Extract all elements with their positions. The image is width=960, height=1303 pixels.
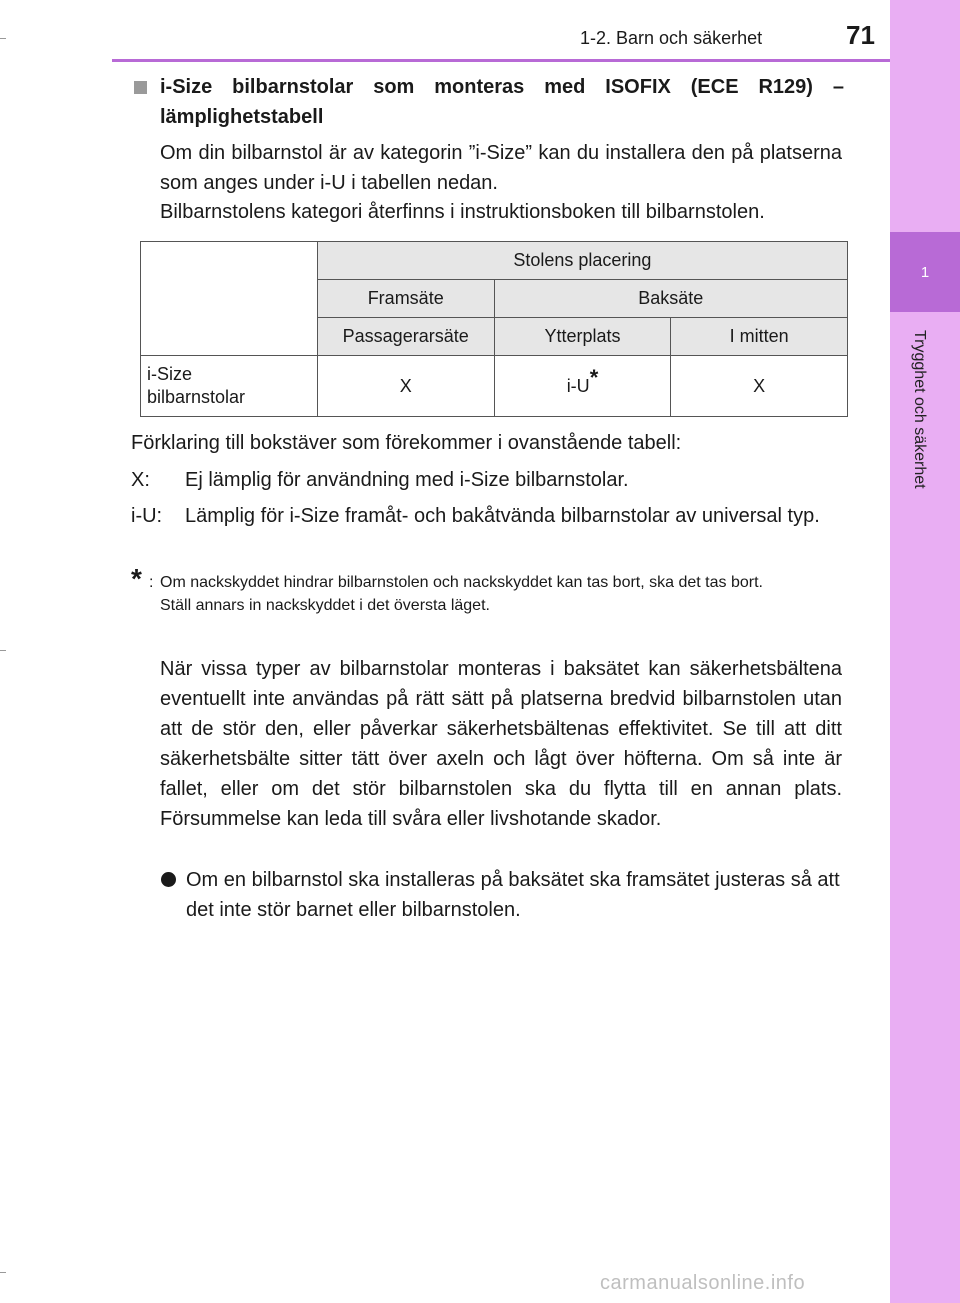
- table-col-passenger: Passagerarsäte: [317, 318, 494, 356]
- table-header-main: Stolens placering: [317, 242, 847, 280]
- chapter-number-tab: [890, 232, 960, 312]
- table-group-rear: Baksäte: [494, 280, 847, 318]
- footnote-asterisk: *: [131, 563, 142, 594]
- bullet-item: [160, 865, 844, 925]
- chapter-title: Trygghet och säkerhet: [911, 330, 928, 489]
- watermark: carmanualsonline.info: [600, 1272, 806, 1294]
- table-cell-middle: X: [671, 356, 848, 417]
- crop-mark: [0, 650, 6, 651]
- legend-desc: Lämplig för i-Size framåt- och bakåtvända bilbarnstolar av universal typ.: [185, 505, 820, 527]
- crop-mark: [0, 1272, 6, 1273]
- chapter-number: 1: [920, 263, 930, 281]
- table-group-front: Framsäte: [317, 280, 494, 318]
- table-col-middle: I mitten: [671, 318, 848, 356]
- row-label-line-1: i-Size: [147, 364, 193, 384]
- intro-paragraph-1: Om din bilbarnstol är av kategorin ”i-Size” kan du installera den på platserna som anges under i-U i tabellen nedan.: [160, 142, 842, 194]
- table-col-outer: Ytterplats: [494, 318, 671, 356]
- legend-item-iu: [131, 501, 843, 531]
- chapter-side-tab: [890, 0, 960, 1303]
- running-header-section: 1-2. Barn och säkerhet: [580, 28, 763, 48]
- intro-paragraph-2: Bilbarnstolens kategori återfinns i instruktionsboken till bilbarnstolen.: [160, 201, 765, 223]
- footnote-line-2: Ställ annars in nackskyddet i det översta läget.: [160, 597, 490, 614]
- square-bullet-icon: [134, 81, 147, 94]
- table-cell-outer: [494, 356, 671, 417]
- legend-term: X:: [131, 469, 150, 491]
- bullet-text: Om en bilbarnstol ska installeras på baksätet ska framsätet justeras så att det inte stör barnet eller bilbarnstolen.: [186, 869, 840, 921]
- footnote: [131, 563, 843, 617]
- section-heading-text: i-Size bilbarnstolar som monteras med ISOFIX (ECE R129) – lämplighetstabell: [160, 76, 844, 128]
- seatbelt-warning-paragraph: När vissa typer av bilbarnstolar monteras i baksätet kan säkerhetsbältena eventuellt inte användas på rätt sätt på platserna bredvid bilbarnstolen utan att de stör den, eller påverkar säkerhetsbältenas effektivitet. Se till att ditt säkerhetsbälte sitter tätt över axeln och lågt över höfterna. Om så inte är fallet, eller om det stör bilbarnstolen ska du flytta till en annan plats. Försummelse kan leda till svåra eller livshotande skador.: [160, 658, 842, 830]
- header-rule: [112, 59, 890, 62]
- cell-outer-value: i-U: [566, 375, 590, 396]
- row-label-line-2: bilbarnstolar: [147, 387, 246, 407]
- asterisk-marker: *: [589, 364, 599, 390]
- table-row: [141, 356, 848, 417]
- bullet-dot-icon: [161, 872, 176, 887]
- crop-mark: [0, 38, 6, 39]
- table-cell-passenger: X: [317, 356, 494, 417]
- legend-item-x: [131, 465, 843, 495]
- legend-intro: Förklaring till bokstäver som förekommer i ovanstående tabell:: [131, 432, 682, 454]
- table-corner-cell: [141, 242, 318, 356]
- table-row-label: [141, 356, 318, 417]
- suitability-table: [140, 241, 848, 417]
- section-heading: [134, 72, 844, 132]
- page-number: 71: [846, 20, 875, 50]
- footnote-line-1: Om nackskyddet hindrar bilbarnstolen och nackskyddet kan tas bort, ska det tas bort.: [160, 574, 763, 591]
- legend-term: i-U:: [131, 505, 163, 527]
- footnote-colon: :: [149, 574, 154, 591]
- legend-desc: Ej lämplig för användning med i-Size bilbarnstolar.: [185, 469, 629, 491]
